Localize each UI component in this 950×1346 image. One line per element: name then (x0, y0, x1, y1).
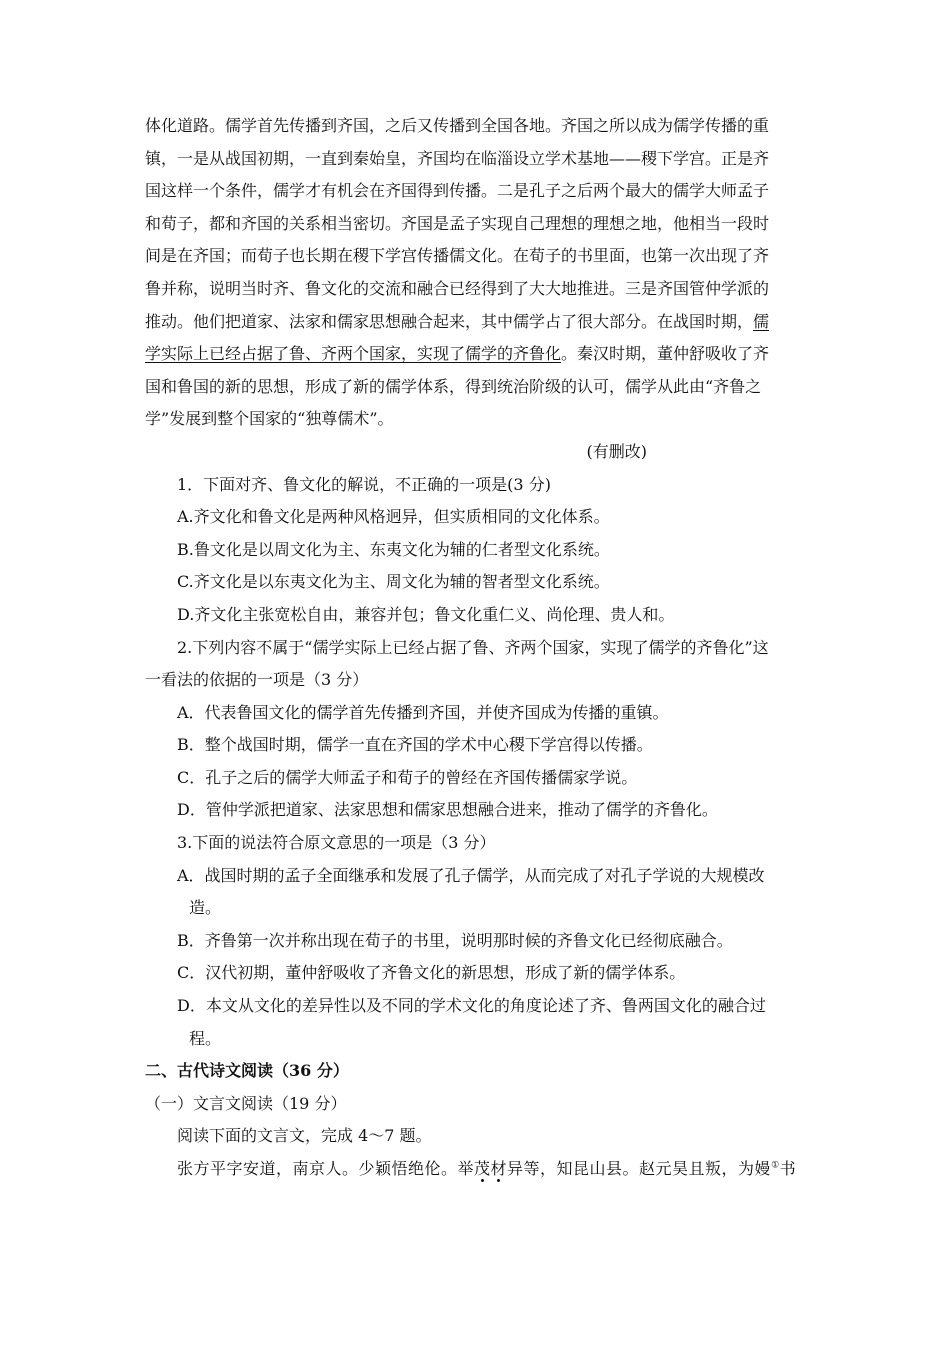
passage-text: 推动。他们把道家、法家和儒家思想融合起来，其中儒学占了很大部分。在战国时期， (145, 311, 754, 331)
question-option: B．整个战国时期，儒学一直在齐国的学术中心稷下学宫得以传播。 (177, 735, 653, 755)
footnote-mark: ① (771, 1160, 780, 1171)
passage-line (145, 306, 810, 339)
passage-line: 体化道路。儒学首先传播到齐国，之后又传播到全国各地。齐国之所以成为儒学传播的重 (145, 116, 770, 135)
passage-line (145, 338, 810, 371)
question-option: A．战国时期的孟子全面继承和发展了孔子儒学，从而完成了对孔子学说的大规模改 (177, 865, 765, 885)
passage (145, 110, 810, 469)
question-option: B.鲁文化是以周文化为主、东夷文化为辅的仁者型文化系统。 (177, 539, 610, 559)
dotted-char: 材 (490, 1159, 508, 1178)
classical-text-part: 书 (779, 1159, 797, 1178)
passage-line: 间是在齐国；而荀子也长期在稷下学宫传播儒文化。在荀子的书里面，也第一次出现了齐 (145, 246, 770, 266)
dotted-char: 茂 (474, 1159, 491, 1178)
underlined-text: 学实际上已经占据了鲁、齐两个国家，实现了儒学的齐鲁化 (145, 344, 562, 364)
classical-text-part: 异等，知昆山县。赵元昊且叛，为嫚 (507, 1159, 772, 1178)
passage-text: 。秦汉时期，董仲舒吸收了齐 (561, 344, 770, 364)
document-page (145, 110, 810, 1186)
classical-text (145, 1153, 810, 1186)
question-3 (145, 827, 810, 1055)
question-1 (145, 469, 810, 632)
passage-line: 镇，一是从战国初期，一直到秦始皇，齐国均在临淄设立学术基地——稷下学宫。正是齐 (145, 148, 770, 168)
question-option: C.齐文化是以东夷文化为主、周文化为辅的智者型文化系统。 (177, 572, 610, 592)
passage-line: 和荀子，都和齐国的关系相当密切。齐国是孟子实现自己理想的理想之地，他相当一段时 (145, 213, 770, 233)
section-2 (145, 1055, 810, 1185)
instruction-text: 阅读下面的文言文，完成 4～7 题。 (177, 1126, 432, 1146)
question-option: D．管仲学派把道家、法家思想和儒家思想融合进来，推动了儒学的齐鲁化。 (177, 800, 718, 820)
question-option: C．汉代初期，董仲舒吸收了齐鲁文化的新思想，形成了新的儒学体系。 (177, 963, 686, 983)
question-option: C．孔子之后的儒学大师孟子和荀子的曾经在齐国传播儒家学说。 (177, 767, 638, 787)
subsection-heading: （一）文言文阅读（19 分） (145, 1093, 347, 1113)
underlined-text: 儒 (753, 311, 770, 331)
question-option-continued: 程。 (189, 1028, 222, 1048)
classical-text-part: 张方平字安道，南京人。少颖悟绝伦。举 (177, 1159, 475, 1178)
passage-line: 国这样一个条件，儒学才有机会在齐国得到传播。二是孔子之后两个最大的儒学大师孟子 (145, 181, 770, 201)
question-stem: 2.下列内容不属于“儒学实际上已经占据了鲁、齐两个国家，实现了儒学的齐鲁化”这 (177, 637, 769, 657)
question-option: A．代表鲁国文化的儒学首先传播到齐国，并使齐国成为传播的重镇。 (177, 702, 669, 722)
passage-line: 国和鲁国的新的思想，形成了新的儒学体系，得到统治阶级的认可，儒学从此由“齐鲁之 (145, 376, 762, 396)
passage-line: 学”发展到整个国家的“独尊儒术”。 (145, 409, 394, 429)
passage-line: 鲁并称，说明当时齐、鲁文化的交流和融合已经得到了大大地推进。三是齐国管仲学派的 (145, 278, 770, 298)
section-heading: 二、古代诗文阅读（36 分） (145, 1061, 349, 1081)
question-option-continued: 造。 (189, 898, 222, 918)
question-option: B．齐鲁第一次并称出现在荀子的书里，说明那时候的齐鲁文化已经彻底融合。 (177, 930, 733, 950)
edit-note: (有删改) (586, 441, 647, 461)
question-option: D.齐文化主张宽松自由，兼容并包；鲁文化重仁义、尚伦理、贵人和。 (177, 604, 675, 624)
question-stem: 3.下面的说法符合原文意思的一项是（3 分） (177, 833, 496, 853)
question-stem: 1．下面对齐、鲁文化的解说，不正确的一项是(3 分) (177, 474, 551, 494)
question-option: D．本文从文化的差异性以及不同的学术文化的角度论述了齐、鲁两国文化的融合过 (177, 996, 766, 1016)
question-stem: 一看法的依据的一项是（3 分） (145, 670, 369, 690)
question-2 (145, 632, 810, 828)
question-option: A.齐文化和鲁文化是两种风格迥异，但实质相同的文化体系。 (177, 507, 610, 527)
